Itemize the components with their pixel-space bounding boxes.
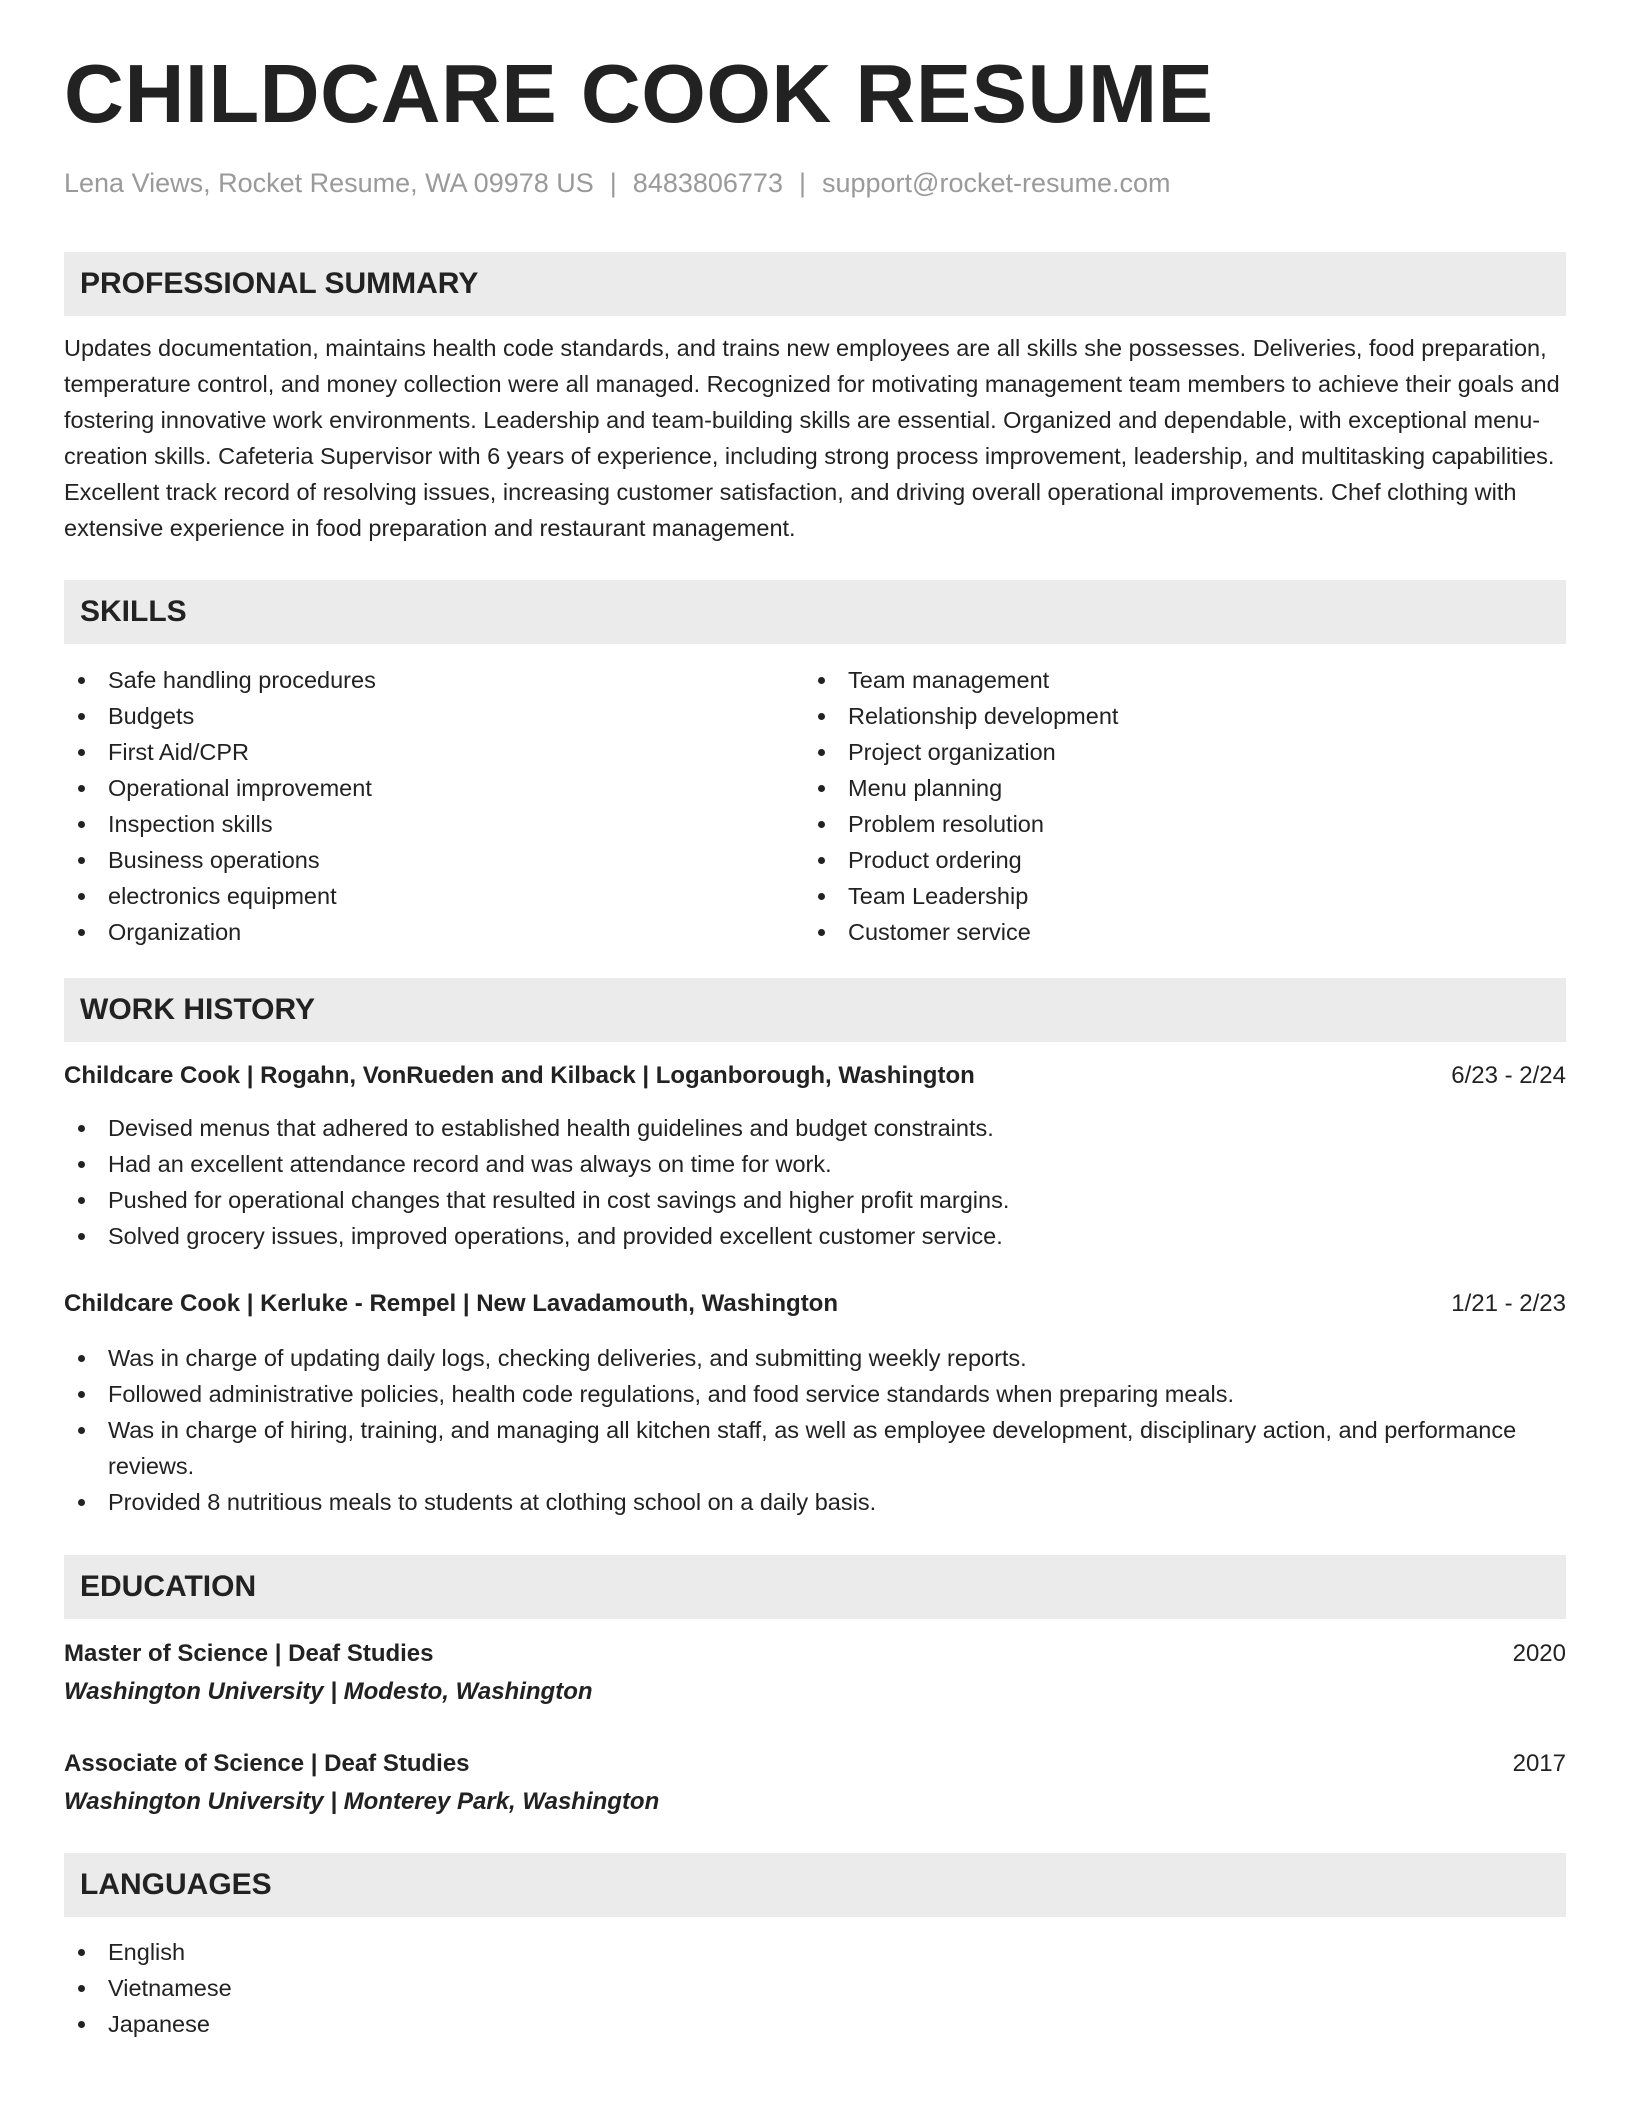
skill-item: Customer service: [804, 914, 1504, 950]
job-bullet: Was in charge of hiring, training, and managing all kitchen staff, as well as employee development, disciplinary action, and performance reviews.: [64, 1412, 1566, 1484]
skill-item: Menu planning: [804, 770, 1504, 806]
skill-item: Organization: [64, 914, 764, 950]
section-header-work-history: WORK HISTORY: [64, 978, 1566, 1042]
skill-item: Project organization: [804, 734, 1504, 770]
job-bullets: [64, 1110, 1566, 1254]
section-header-education: EDUCATION: [64, 1555, 1566, 1619]
skill-item: Business operations: [64, 842, 764, 878]
skill-item: Inspection skills: [64, 806, 764, 842]
skill-item: Safe handling procedures: [64, 662, 764, 698]
languages-list: [64, 1934, 764, 2042]
job-dates: 1/21 - 2/23: [1451, 1290, 1566, 1317]
job-bullets: [64, 1340, 1566, 1520]
resume-title: CHILDCARE COOK RESUME: [64, 47, 1214, 140]
job-bullet: Followed administrative policies, health code regulations, and food service standards when preparing meals.: [64, 1376, 1566, 1412]
job-dates: 6/23 - 2/24: [1451, 1062, 1566, 1089]
contact-line: [64, 168, 1171, 199]
education-entry-header: [64, 1636, 1566, 1672]
section-header-skills: SKILLS: [64, 580, 1566, 644]
skill-item: Team management: [804, 662, 1504, 698]
skill-item: Product ordering: [804, 842, 1504, 878]
job-bullet: Was in charge of updating daily logs, checking deliveries, and submitting weekly reports.: [64, 1340, 1566, 1376]
skill-item: Relationship development: [804, 698, 1504, 734]
education-degree: Associate of Science | Deaf Studies: [64, 1750, 470, 1777]
job-bullet: Pushed for operational changes that resulted in cost savings and higher profit margins.: [64, 1182, 1566, 1218]
section-header-summary: PROFESSIONAL SUMMARY: [64, 252, 1566, 316]
language-item: English: [64, 1934, 764, 1970]
job-bullet: Had an excellent attendance record and was always on time for work.: [64, 1146, 1566, 1182]
language-item: Vietnamese: [64, 1970, 764, 2006]
job-title: Childcare Cook | Kerluke - Rempel | New Lavadamouth, Washington: [64, 1290, 838, 1317]
job-bullet: Provided 8 nutritious meals to students at clothing school on a daily basis.: [64, 1484, 1566, 1520]
skill-item: electronics equipment: [64, 878, 764, 914]
skills-list-left: [64, 662, 764, 950]
job-header: [64, 1058, 1566, 1094]
skill-item: First Aid/CPR: [64, 734, 764, 770]
education-school: Washington University | Modesto, Washington: [64, 1678, 593, 1705]
contact-address: Lena Views, Rocket Resume, WA 09978 US: [64, 168, 594, 198]
education-entry-header: [64, 1746, 1566, 1782]
skill-item: Budgets: [64, 698, 764, 734]
education-year: 2020: [1512, 1640, 1566, 1667]
language-item: Japanese: [64, 2006, 764, 2042]
job-bullet: Solved grocery issues, improved operations, and provided excellent customer service.: [64, 1218, 1566, 1254]
contact-separator: |: [609, 168, 617, 198]
job-title: Childcare Cook | Rogahn, VonRueden and Kilback | Loganborough, Washington: [64, 1062, 975, 1089]
section-header-languages: LANGUAGES: [64, 1853, 1566, 1917]
contact-email: support@rocket-resume.com: [821, 168, 1171, 198]
skill-item: Problem resolution: [804, 806, 1504, 842]
skill-item: Team Leadership: [804, 878, 1504, 914]
contact-phone: 8483806773: [632, 168, 783, 198]
education-degree: Master of Science | Deaf Studies: [64, 1640, 434, 1667]
education-school: Washington University | Monterey Park, Washington: [64, 1788, 660, 1815]
job-header: [64, 1286, 1566, 1322]
skill-item: Operational improvement: [64, 770, 764, 806]
contact-separator: |: [798, 168, 806, 198]
summary-text: Updates documentation, maintains health code standards, and trains new employees are all skills she possesses. Deliveries, food preparation, temperature control, and money collection were all managed. Recognized for motivating management team members to achieve their goals and fostering innovative work environments. Leadership and team-building skills are essential. Organized and dependable, with exceptional menu-creation skills. Cafeteria Supervisor with 6 years of experience, including strong process improvement, leadership, and multitasking capabilities. Excellent track record of resolving issues, increasing customer satisfaction, and driving overall operational improvements. Chef clothing with extensive experience in food preparation and restaurant management.: [64, 335, 1560, 541]
job-bullet: Devised menus that adhered to established health guidelines and budget constraints.: [64, 1110, 1566, 1146]
education-year: 2017: [1512, 1750, 1566, 1777]
skills-list-right: [804, 662, 1504, 950]
